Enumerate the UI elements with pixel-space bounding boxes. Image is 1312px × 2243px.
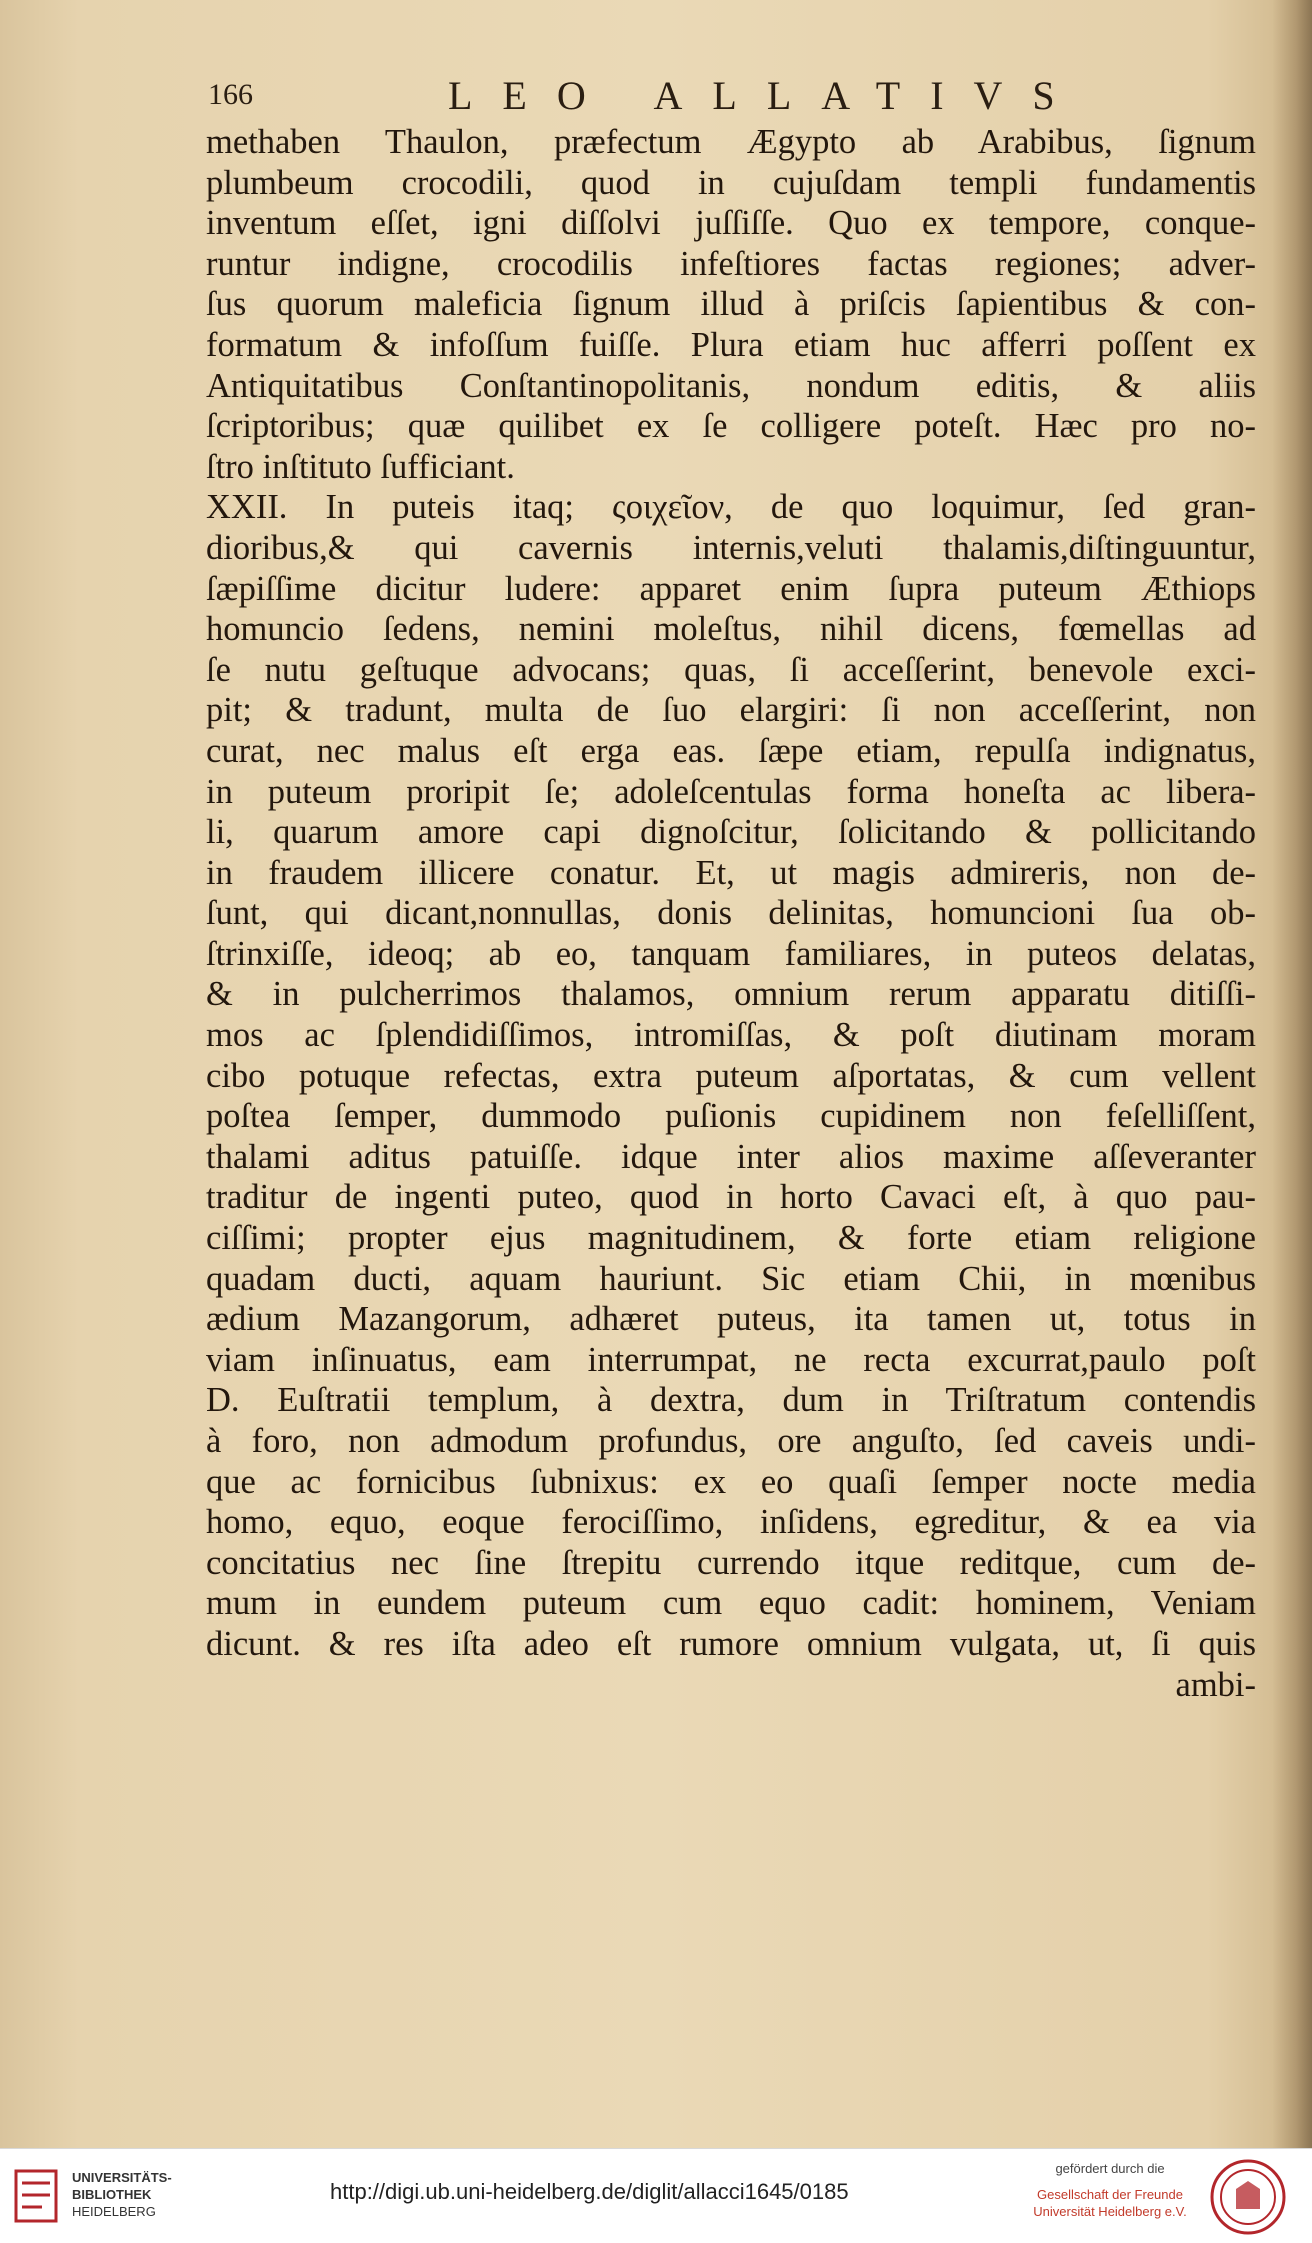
library-logo-icon: [12, 2163, 60, 2229]
text-line: poſtea ſemper, dummodo puſionis cupidinem non feſelliſſent,: [206, 1097, 1256, 1136]
text-line: concitatius nec ſine ſtrepitu currendo itque reditque, cum de-: [206, 1543, 1256, 1582]
text-line: thalami aditus patuiſſe. idque inter alios maxime aſſeveranter: [206, 1137, 1256, 1176]
body-text: [206, 122, 1256, 1705]
text-line: dioribus,& qui cavernis internis,veluti thalamis,diſtinguuntur,: [206, 528, 1256, 567]
funder-name-line: Gesellschaft der Freunde: [1037, 2187, 1183, 2202]
text-line: ſtrinxiſſe, ideoq; ab eo, tanquam familiares, in puteos delatas,: [206, 934, 1256, 973]
text-line: D. Euſtratii templum, à dextra, dum in Triſtratum contendis: [206, 1381, 1256, 1420]
text-line: inventum eſſet, igni diſſolvi juſſiſſe. Quo ex tempore, conque-: [206, 204, 1256, 243]
page-number: 166: [208, 78, 253, 111]
text-line: ciſſimi; propter ejus magnitudinem, & forte etiam religione: [206, 1219, 1256, 1258]
running-head: LEO ALLATIVS: [448, 73, 1085, 118]
text-line: mum in eundem puteum cum equo cadit: hominem, Veniam: [206, 1584, 1256, 1623]
text-line: ſcriptoribus; quæ quilibet ex ſe colligere poteſt. Hæc pro no-: [206, 407, 1256, 446]
text-line: cibo potuque refectas, extra puteum aſportatas, & cum vellent: [206, 1056, 1256, 1095]
page-header: [208, 72, 1268, 122]
text-line: mos ac ſplendidiſſimos, intromiſſas, & poſt diutinam moram: [206, 1016, 1256, 1055]
text-line: in fraudem illicere conatur. Et, ut magis admireris, non de-: [206, 853, 1256, 892]
text-line: ædium Mazangorum, adhæret puteus, ita tamen ut, totus in: [206, 1300, 1256, 1339]
text-line: traditur de ingenti puteo, quod in horto Cavaci eſt, à quo pau-: [206, 1178, 1256, 1217]
text-line: methaben Thaulon, præfectum Ægypto ab Arabibus, ſignum: [206, 123, 1256, 161]
library-name: [72, 2169, 172, 2220]
text-line: plumbeum crocodili, quod in cujuſdam templi fundamentis: [206, 163, 1256, 202]
library-name-line: HEIDELBERG: [72, 2204, 156, 2219]
text-line: in puteum proripit ſe; adoleſcentulas forma honeſta ac libera-: [206, 772, 1256, 811]
university-seal-icon: [1208, 2157, 1288, 2237]
text-line: XXII. In puteis itaq; ςοιχεῖον, de quo loquimur, ſed gran-: [206, 488, 1256, 527]
text-line: runtur indigne, crocodilis infeſtiores factas regiones; adver-: [206, 244, 1256, 283]
funded-by-label: gefördert durch die: [1055, 2161, 1165, 2176]
text-line: quadam ducti, aquam hauriunt. Sic etiam Chii, in mœnibus: [206, 1259, 1256, 1298]
text-line: viam inſinuatus, eam interrumpat, ne recta excurrat,paulo poſt: [206, 1340, 1256, 1379]
funder-name-line: Universität Heidelberg e.V.: [1033, 2204, 1187, 2219]
funder-credit: [1010, 2161, 1210, 2220]
text-line: homo, equo, eoque ferociſſimo, inſidens, egreditur, & ea via: [206, 1503, 1256, 1542]
text-line: Antiquitatibus Conſtantinopolitanis, nondum editis, & aliis: [206, 366, 1256, 405]
text-line: ſæpiſſime dicitur ludere: apparet enim ſupra puteum Æthiops: [206, 569, 1256, 608]
library-name-line: BIBLIOTHEK: [72, 2187, 152, 2202]
text-line: ſunt, qui dicant,nonnullas, donis delinitas, homuncioni ſua ob-: [206, 894, 1256, 933]
permalink-url[interactable]: http://digi.ub.uni-heidelberg.de/diglit/allacci1645/0185: [330, 2179, 849, 2204]
text-line: ſe nutu geſtuque advocans; quas, ſi acceſſerint, benevole exci-: [206, 650, 1256, 689]
text-line: homuncio ſedens, nemini moleſtus, nihil dicens, fœmellas ad: [206, 610, 1256, 649]
page-gutter-shadow: [1272, 0, 1312, 2148]
library-name-line: UNIVERSITÄTS-: [72, 2170, 172, 2185]
text-line: pit; & tradunt, multa de ſuo elargiri: ſi non acceſſerint, non: [206, 691, 1256, 730]
text-line: formatum & infoſſum fuiſſe. Plura etiam huc afferri poſſent ex: [206, 325, 1256, 364]
catchword: ambi-: [1175, 1665, 1256, 1704]
text-line: à foro, non admodum profundus, ore anguſto, ſed caveis undi-: [206, 1422, 1256, 1460]
text-line: ſus quorum maleficia ſignum illud à priſcis ſapientibus & con-: [206, 285, 1256, 324]
text-line: & in pulcherrimos thalamos, omnium rerum apparatu ditiſſi-: [206, 975, 1256, 1014]
text-line: li, quarum amore capi dignoſcitur, ſolicitando & pollicitando: [206, 813, 1256, 852]
text-line: ſtro inſtituto ſufficiant.: [206, 447, 515, 486]
text-line: curat, nec malus eſt erga eas. ſæpe etiam, repulſa indignatus,: [206, 731, 1256, 770]
text-line: que ac fornicibus ſubnixus: ex eo quaſi ſemper nocte media: [206, 1462, 1256, 1501]
viewer-footer: [0, 2148, 1312, 2243]
text-line: dicunt. & res iſta adeo eſt rumore omnium vulgata, ut, ſi quis: [206, 1624, 1256, 1663]
